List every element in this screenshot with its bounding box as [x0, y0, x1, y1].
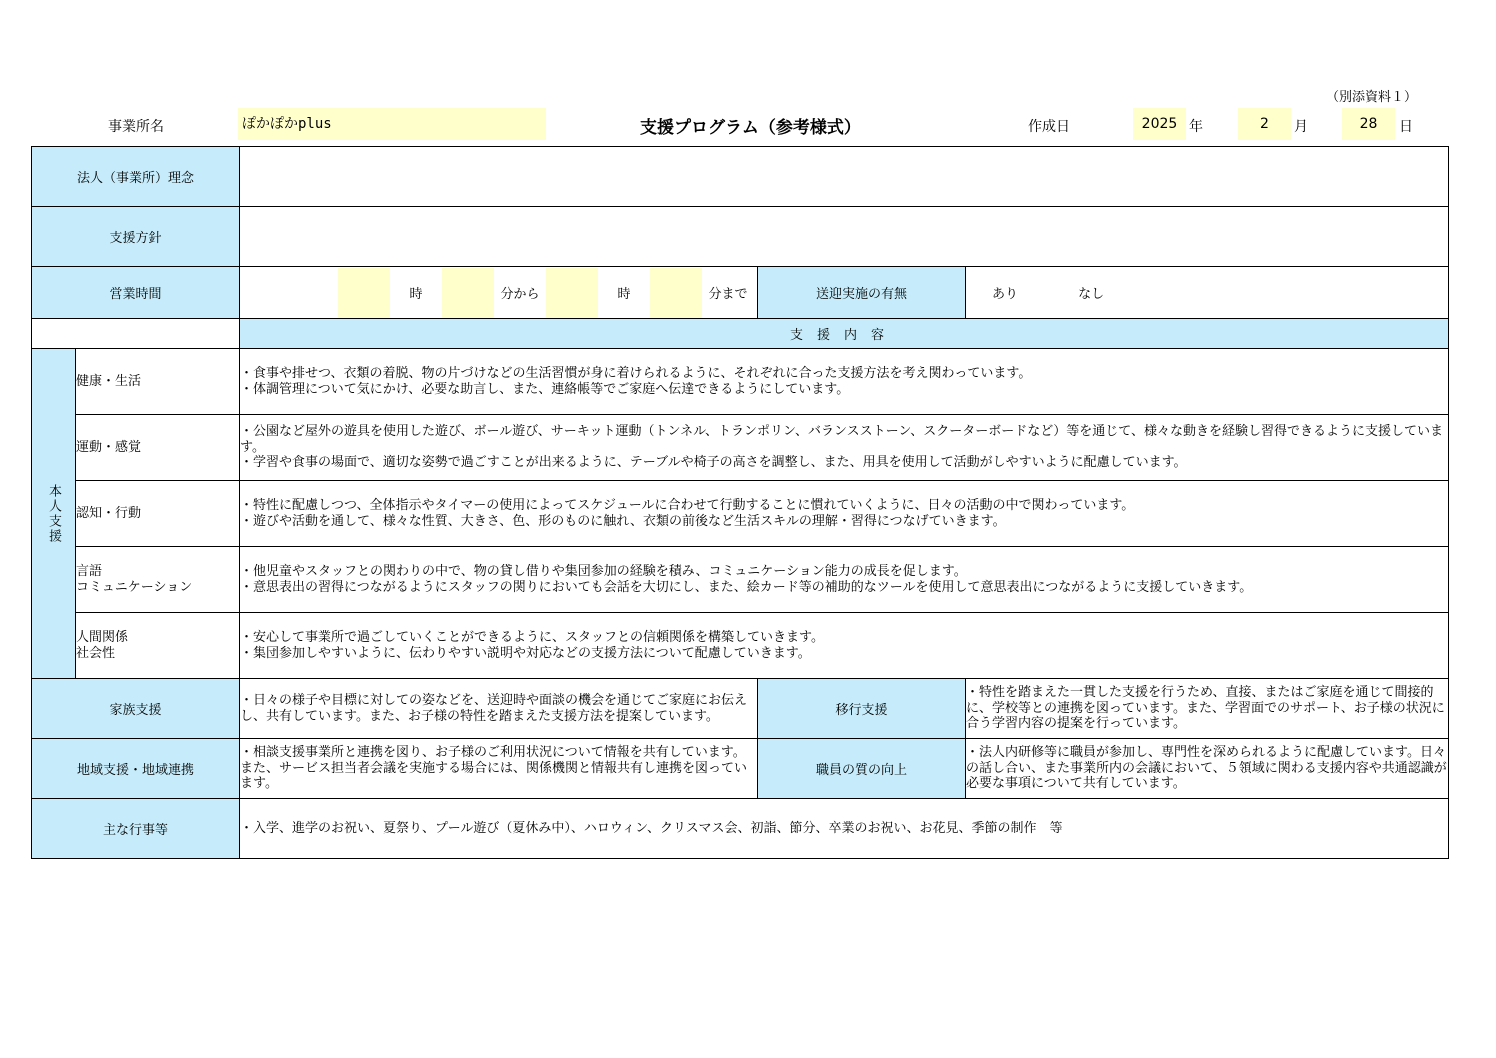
- transport-no-option[interactable]: なし: [1078, 287, 1105, 302]
- year-field[interactable]: 2025: [1133, 108, 1186, 140]
- philosophy-label: 法人（事業所）理念: [32, 147, 240, 207]
- support-program-table: [31, 146, 1449, 859]
- policy-label: 支援方針: [32, 207, 240, 267]
- staff-quality-content: ・法人内研修等に職員が参加し、専門性を深められるように配慮しています。日々の話し合い、また事業所内の会議において、５領域に関わる支援内容や共通認識が必要な事項について共有しています。: [966, 739, 1449, 799]
- health-life-content: ・食事や排せつ、衣類の着脱、物の片づけなどの生活習慣が身に着けられるように、それぞれに合った支援方法を考え関わっています。 ・体調管理について気にかけ、必要な助言し、また、連絡帳等でご家庭へ伝達できるようにしています。: [240, 349, 1449, 415]
- family-support-label: 家族支援: [32, 679, 240, 739]
- community-support-content: ・相談支援事業所と連携を図り、お子様のご利用状況について情報を共有しています。また、サービス担当者会議を実施する場合には、関係機関と情報共有し連携を図っています。: [240, 739, 758, 799]
- office-name-field[interactable]: ぽかぽかplus: [238, 108, 546, 140]
- events-content: ・入学、進学のお祝い、夏祭り、プール遊び（夏休み中）、ハロウィン、クリスマス会、初詣、節分、卒業のお祝い、お花見、季節の制作 等: [240, 799, 1449, 859]
- relationships-sociality-label: 人間関係 社会性: [76, 613, 240, 679]
- hours-label: 営業時間: [32, 267, 240, 319]
- relationships-sociality-content: ・安心して事業所で過ごしていくことができるように、スタッフとの信頼関係を構築していきます。 ・集団参加しやすいように、伝わりやすい説明や対応などの支援方法について配慮していきます。: [240, 613, 1449, 679]
- transport-yes-option[interactable]: あり: [992, 287, 1019, 302]
- end-minute-field[interactable]: [650, 268, 702, 318]
- community-support-label: 地域支援・地域連携: [32, 739, 240, 799]
- language-communication-label: 言語 コミュニケーション: [76, 547, 240, 613]
- hour-unit-2: 時: [617, 287, 631, 302]
- end-hour-field[interactable]: [546, 268, 598, 318]
- start-hour-field[interactable]: [338, 268, 390, 318]
- cognition-behavior-label: 認知・行動: [76, 481, 240, 547]
- content-header-blank: [32, 319, 240, 349]
- staff-quality-label: 職員の質の向上: [758, 739, 966, 799]
- family-support-content: ・日々の様子や目標に対しての姿などを、送迎時や面談の機会を通じてご家庭にお伝えし、共有しています。また、お子様の特性を踏まえた支援方法を提案しています。: [240, 679, 758, 739]
- policy-field[interactable]: [240, 207, 1449, 267]
- hour-unit-1: 時: [409, 287, 423, 302]
- minute-unit-1: 分から: [500, 287, 540, 302]
- year-unit: 年: [1189, 119, 1203, 135]
- day-unit: 日: [1399, 119, 1413, 135]
- cognition-behavior-content: ・特性に配慮しつつ、全体指示やタイマーの使用によってスケジュールに合わせて行動することに慣れていくように、日々の活動の中で関わっています。 ・遊びや活動を通して、様々な性質、大きさ、色、形のものに触れ、衣類の前後など生活スキルの理解・習得につなげていきます。: [240, 481, 1449, 547]
- transition-support-content: ・特性を踏まえた一貫した支援を行うため、直接、またはご家庭を通じて間接的に、学校等との連携を図っています。また、学習面でのサポート、お子様の状況に合う学習内容の提案を行っています。: [966, 679, 1449, 739]
- content-header: 支援内容: [240, 319, 1449, 349]
- month-unit: 月: [1294, 119, 1308, 135]
- personal-support-label: 本人支援: [32, 349, 76, 679]
- start-minute-field[interactable]: [442, 268, 494, 318]
- day-field[interactable]: 28: [1342, 108, 1395, 140]
- language-communication-content: ・他児童やスタッフとの関わりの中で、物の貸し借りや集団参加の経験を積み、コミュニケーション能力の成長を促します。 ・意思表出の習得につながるようにスタッフの関りにおいても会話を大切にし、また、絵カード等の補助的なツールを使用して意思表出につながるように支援していきます。: [240, 547, 1449, 613]
- office-name-label: 事業所名: [108, 119, 164, 135]
- transition-support-label: 移行支援: [758, 679, 966, 739]
- motor-sensory-label: 運動・感覚: [76, 415, 240, 481]
- events-label: 主な行事等: [32, 799, 240, 859]
- health-life-label: 健康・生活: [76, 349, 240, 415]
- reference-note: （別添資料１）: [1326, 90, 1418, 105]
- month-field[interactable]: 2: [1238, 108, 1291, 140]
- minute-unit-2: 分まで: [708, 287, 748, 302]
- philosophy-field[interactable]: [240, 147, 1449, 207]
- transport-options: [966, 267, 1449, 319]
- motor-sensory-content: ・公園など屋外の遊具を使用した遊び、ボール遊び、サーキット運動（トンネル、トランポリン、バランスストーン、スクーターボードなど）等を通じて、様々な動きを経験し習得できるように支援しています。 ・学習や食事の場面で、適切な姿勢で過ごすことが出来るように、テーブルや椅子の高さを調整し、また、用具を使用して活動がしやすいように配慮しています。: [240, 415, 1449, 481]
- page-title: 支援プログラム（参考様式）: [640, 118, 861, 138]
- transport-label: 送迎実施の有無: [758, 267, 966, 319]
- hours-cell: [240, 267, 758, 319]
- created-date-label: 作成日: [1028, 119, 1070, 135]
